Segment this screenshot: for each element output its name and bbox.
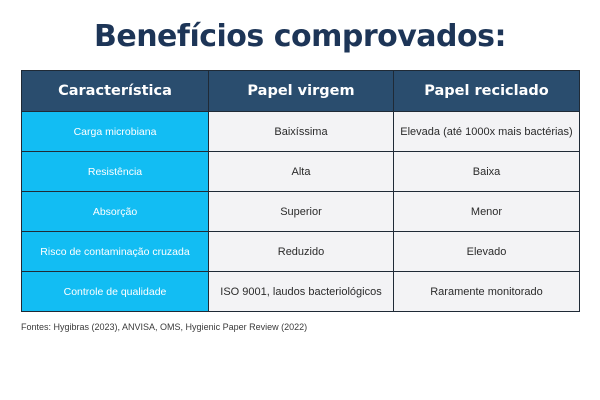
table-row [22,192,580,232]
table-row [22,152,580,192]
recycled-paper-cell: Baixa [394,152,580,192]
table-row [22,112,580,152]
comparison-table [21,70,580,312]
table-header-row [22,71,580,112]
row-feature-cell: Controle de qualidade [22,272,209,312]
virgin-paper-cell: Alta [209,152,394,192]
recycled-paper-cell: Elevado [394,232,580,272]
column-header-virgin-paper: Papel virgem [209,71,394,112]
recycled-paper-cell: Elevada (até 1000x mais bactérias) [394,112,580,152]
table-row [22,272,580,312]
recycled-paper-cell: Raramente monitorado [394,272,580,312]
virgin-paper-cell: Reduzido [209,232,394,272]
recycled-paper-cell: Menor [394,192,580,232]
comparison-table-container [21,70,579,312]
virgin-paper-cell: Superior [209,192,394,232]
column-header-recycled-paper: Papel reciclado [394,71,580,112]
page-title: Benefícios comprovados: [93,19,506,54]
row-feature-cell: Absorção [22,192,209,232]
sources-footnote: Fontes: Hygibras (2023), ANVISA, OMS, Hygienic Paper Review (2022) [21,322,308,332]
virgin-paper-cell: Baixíssima [209,112,394,152]
table-row [22,232,580,272]
column-header-feature: Característica [22,71,209,112]
row-feature-cell: Resistência [22,152,209,192]
virgin-paper-cell: ISO 9001, laudos bacteriológicos [209,272,394,312]
row-feature-cell: Carga microbiana [22,112,209,152]
row-feature-cell: Risco de contaminação cruzada [22,232,209,272]
